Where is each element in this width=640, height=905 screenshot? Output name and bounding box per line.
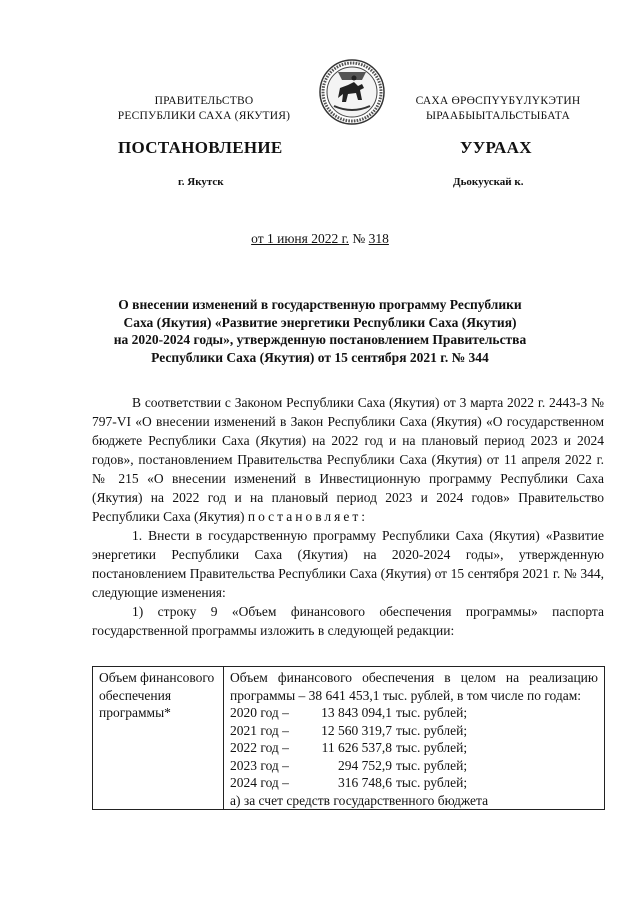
year-unit: тыс. рублей; [396,757,468,773]
header-left [94,94,314,124]
financing-table [92,666,605,810]
decree-title-line3: на 2020-2024 годы», утвержденную постановлением Правительства [113,332,527,347]
header-right [388,94,608,124]
decree-number: 318 [368,231,389,246]
decree-title [92,296,548,366]
year-value: 12 560 319,7 [321,722,392,738]
decree-number-prefix: № [352,231,366,246]
year-unit: тыс. рублей; [396,740,468,755]
header-left-line1: ПРАВИТЕЛЬСТВО [154,95,254,107]
year-unit: тыс. рублей; [396,775,468,790]
header-right-line1: САХА ӨРӨСПҮҮБҮЛҮКЭТИН [415,95,581,107]
financing-intro: Объем финансового обеспечения в целом на реализацию программы – 38 641 453,1 тыс. рублей, в том числе по годам: [230,670,598,703]
year-label: 2022 год – [230,740,289,755]
year-row [230,757,598,775]
year-label: 2024 год – [230,775,289,790]
header-left-line2: РЕСПУБЛИКИ САХА (ЯКУТИЯ) [117,110,291,122]
city-ru: г. Якутск [178,176,224,188]
year-row [230,774,598,792]
body-paragraph-3: 1) строку 9 «Объем финансового обеспечения программы» паспорта государственной программы изложить в следующей редакции: [92,604,604,638]
decree-date: от 1 июня 2022 г. [251,231,349,246]
body-paragraph-2: 1. Внести в государственную программу Республики Саха (Якутия) «Развитие энергетики Республики Саха (Якутия) на 2020-2024 годы», утвержденную постановлением Правительства Республики Саха (Якутия) от 15 сентября 2021 г. № 344, следующие изменения: [92,528,604,600]
header-right-line2: ЫРААБЫЫТАЛЬСТЫБАТА [426,110,570,122]
body-paragraph-1-text: В соответствии с Законом Республики Саха (Якутия) от 3 марта 2022 г. 2443-З № 797-VI «О внесении изменений в Закон Республики Саха (Якутия) «О государственном бюджете Республики Саха (Якутия) на 2022 год и на плановый период 2023 и 2024 годов», постановлением Правительства Республики Саха (Якутия) от 11 апреля 2022 г. № 215 «О внесении изменений в Инвестиционную программу Республики Саха (Якутия) на 2022 год и на плановый период 2023 и 2024 годов» Правительство Республики Саха (Якутия) [92,395,604,524]
decree-body [92,393,604,640]
year-label: 2021 год – [230,722,289,738]
city-sakha: Дьокуускай к. [453,176,524,188]
year-value: 13 843 094,1 [321,705,392,720]
coat-of-arms-emblem-icon [318,58,386,126]
doc-type-title-ru: ПОСТАНОВЛЕНИЕ [118,138,283,157]
year-row [230,704,598,722]
year-label: 2020 год – [230,705,289,720]
financing-value-cell [224,667,605,810]
year-label: 2023 год – [230,757,289,773]
decree-word: постановляет: [247,509,368,524]
year-row [230,739,598,757]
financing-label-cell: Объем финансового обеспечения программы* [93,667,224,810]
year-value: 294 752,9 [338,757,392,773]
table-row [93,667,605,810]
year-unit: тыс. рублей; [396,705,468,720]
doc-type-title-sakha: УУРААХ [460,138,532,157]
year-value: 316 748,6 [338,775,392,790]
year-value: 11 626 537,8 [321,740,392,755]
decree-title-line1: О внесении изменений в государственную программу Республики [118,297,522,312]
decree-title-line2: Саха (Якутия) «Развитие энергетики Республики Саха (Якутия) [123,314,517,330]
year-row [230,722,598,740]
decree-date-line [0,231,640,247]
decree-title-line4: Республики Саха (Якутия) от 15 сентября 2021 г. № 344 [151,349,489,365]
body-paragraph-1 [92,393,604,526]
year-unit: тыс. рублей; [396,722,468,738]
financing-source-line: а) за счет средств государственного бюджета [230,792,489,808]
